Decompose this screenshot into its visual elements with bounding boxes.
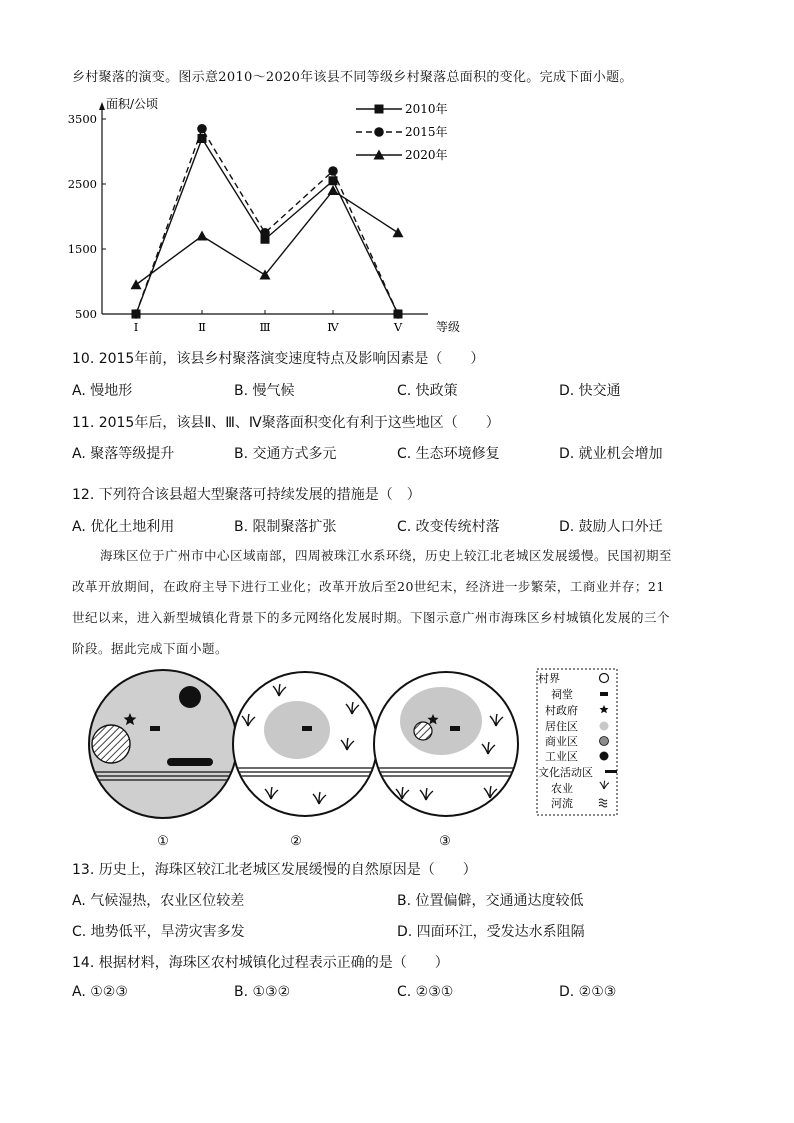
x-tick-label: Ⅴ: [393, 320, 403, 334]
legend-government: 村政府: [545, 704, 578, 717]
q14-option-d[interactable]: D. ②①③: [559, 984, 617, 1000]
residential-area-3: [400, 687, 482, 755]
passage-line-3: 世纪以来，进入新型城镇化背景下的多元网络化发展时期。下图示意广州市海珠区乡村城镇化发展的三个: [72, 610, 671, 625]
x-tick-label: Ⅰ: [133, 320, 139, 334]
cultural-bar-icon: [605, 770, 617, 773]
y-tick-label: 1500: [67, 242, 97, 256]
q11-option-b[interactable]: B. 交通方式多元: [234, 446, 337, 462]
q14-option-b[interactable]: B. ①③②: [234, 984, 291, 1000]
commercial-swatch-icon: [600, 737, 609, 746]
passage-line-1: 海珠区位于广州市中心区域南部，四周被珠江水系环绕，历史上较江北老城区发展缓慢。民国初期至: [100, 548, 673, 563]
stage-label-3: ③: [439, 834, 451, 849]
industrial-swatch-icon: [600, 752, 609, 761]
passage: [72, 540, 722, 664]
legend-river: 河流: [551, 797, 573, 810]
cultural-area-1: [167, 758, 213, 766]
q11-option-c[interactable]: C. 生态环境修复: [397, 446, 500, 462]
q10-option-d[interactable]: D. 快交通: [559, 383, 621, 399]
series-line-1: [136, 129, 398, 314]
legend-ancestral-hall: 祠堂: [551, 688, 573, 701]
question-10-stem: 10. 2015年前，该县乡村聚落演变速度特点及影响因素是（ ）: [72, 351, 485, 367]
ancestral-hall-2: [302, 726, 312, 731]
data-point-circle: [260, 228, 270, 238]
q14-option-c[interactable]: C. ②③①: [397, 984, 454, 1000]
data-point-square: [329, 176, 338, 185]
intro-text: 乡村聚落的演变。图示意2010～2020年该县不同等级乡村聚落总面积的变化。完成下面小题。: [72, 70, 633, 85]
x-axis-label: 等级: [436, 320, 461, 334]
area-line-chart: [60, 92, 480, 342]
ancestral-hall-3: [450, 726, 460, 731]
data-point-circle: [374, 127, 384, 137]
urbanization-diagram: [76, 664, 636, 854]
ancestral-hall-1: [150, 726, 160, 731]
data-point-circle: [393, 309, 403, 319]
q11-option-d[interactable]: D. 就业机会增加: [559, 446, 663, 462]
diagram-legend: [537, 669, 617, 815]
y-tick-label: 3500: [67, 112, 97, 126]
chart-series: [131, 124, 404, 319]
y-axis-label: 面积/公顷: [106, 97, 159, 111]
commercial-area-3: [414, 722, 432, 740]
q10-option-b[interactable]: B. 慢气候: [234, 383, 295, 399]
legend-agriculture: 农业: [551, 782, 573, 795]
industrial-area-1: [179, 686, 201, 708]
commercial-area-1: [92, 725, 130, 763]
x-tick-label: Ⅲ: [259, 320, 271, 334]
q13-option-b[interactable]: B. 位置偏僻，交通通达度较低: [397, 893, 584, 909]
q12-option-a[interactable]: A. 优化土地利用: [72, 519, 175, 535]
x-tick-label: Ⅳ: [327, 320, 339, 334]
legend-industrial: 工业区: [545, 750, 578, 763]
stage-3-diagram: [366, 672, 518, 816]
y-tick-label: 500: [75, 307, 97, 321]
q11-option-a[interactable]: A. 聚落等级提升: [72, 446, 175, 462]
data-point-square: [198, 134, 207, 143]
q13-option-d[interactable]: D. 四面环江，受发达水系阻隔: [397, 924, 585, 940]
q10-option-a[interactable]: A. 慢地形: [72, 383, 133, 399]
data-point-circle: [197, 124, 207, 134]
legend-commercial: 商业区: [545, 735, 578, 748]
stage-2-diagram: [226, 672, 377, 816]
question-13-stem: 13. 历史上，海珠区较江北老城区发展缓慢的自然原因是（ ）: [72, 862, 477, 878]
q13-option-a[interactable]: A. 气候湿热，农业区位较差: [72, 893, 245, 909]
question-11-stem: 11. 2015年后，该县Ⅱ、Ⅲ、Ⅳ聚落面积变化有利于这些地区（ ）: [72, 415, 500, 431]
legend-residential: 居住区: [545, 720, 578, 733]
data-point-triangle: [131, 279, 142, 289]
question-14-stem: 14. 根据材料，海珠区农村城镇化过程表示正确的是（ ）: [72, 955, 449, 971]
q12-option-b[interactable]: B. 限制聚落扩张: [234, 519, 337, 535]
residential-area-2: [264, 701, 330, 759]
q14-option-a[interactable]: A. ①②③: [72, 984, 128, 1000]
q12-option-c[interactable]: C. 改变传统村落: [397, 519, 500, 535]
passage-line-4: 阶段。据此完成下面小题。: [72, 641, 229, 656]
q12-option-d[interactable]: D. 鼓励人口外迁: [559, 519, 663, 535]
data-point-triangle: [197, 231, 208, 241]
legend-label-1: 2015年: [405, 125, 448, 139]
passage-line-2: 改革开放期间，在政府主导下进行工业化；改革开放后至20世纪末，经济进一步繁荣，工商业并存；21: [72, 579, 665, 594]
legend-village-boundary: 村界: [538, 672, 560, 685]
legend-cultural: 文化活动区: [538, 766, 593, 779]
q13-option-c[interactable]: C. 地势低平，旱涝灾害多发: [72, 924, 245, 940]
x-tick-label: Ⅱ: [198, 320, 206, 334]
question-12-stem: 12. 下列符合该县超大型聚落可持续发展的措施是（ ）: [72, 487, 421, 503]
residential-swatch-icon: [600, 722, 609, 731]
chart-legend: [356, 101, 448, 162]
data-point-triangle: [393, 227, 404, 237]
data-point-square: [375, 105, 384, 114]
data-point-circle: [328, 166, 338, 176]
y-tick-label: 2500: [67, 177, 97, 191]
rect-icon: [600, 692, 608, 696]
legend-label-0: 2010年: [405, 102, 448, 116]
y-axis-arrow: [99, 102, 105, 110]
q10-option-c[interactable]: C. 快政策: [397, 383, 458, 399]
data-point-circle: [131, 309, 141, 319]
circle-icon: [600, 674, 609, 683]
stage-label-1: ①: [157, 834, 169, 849]
legend-label-2: 2020年: [405, 148, 448, 162]
stage-label-2: ②: [290, 834, 302, 849]
stage-1-diagram: [86, 670, 237, 818]
